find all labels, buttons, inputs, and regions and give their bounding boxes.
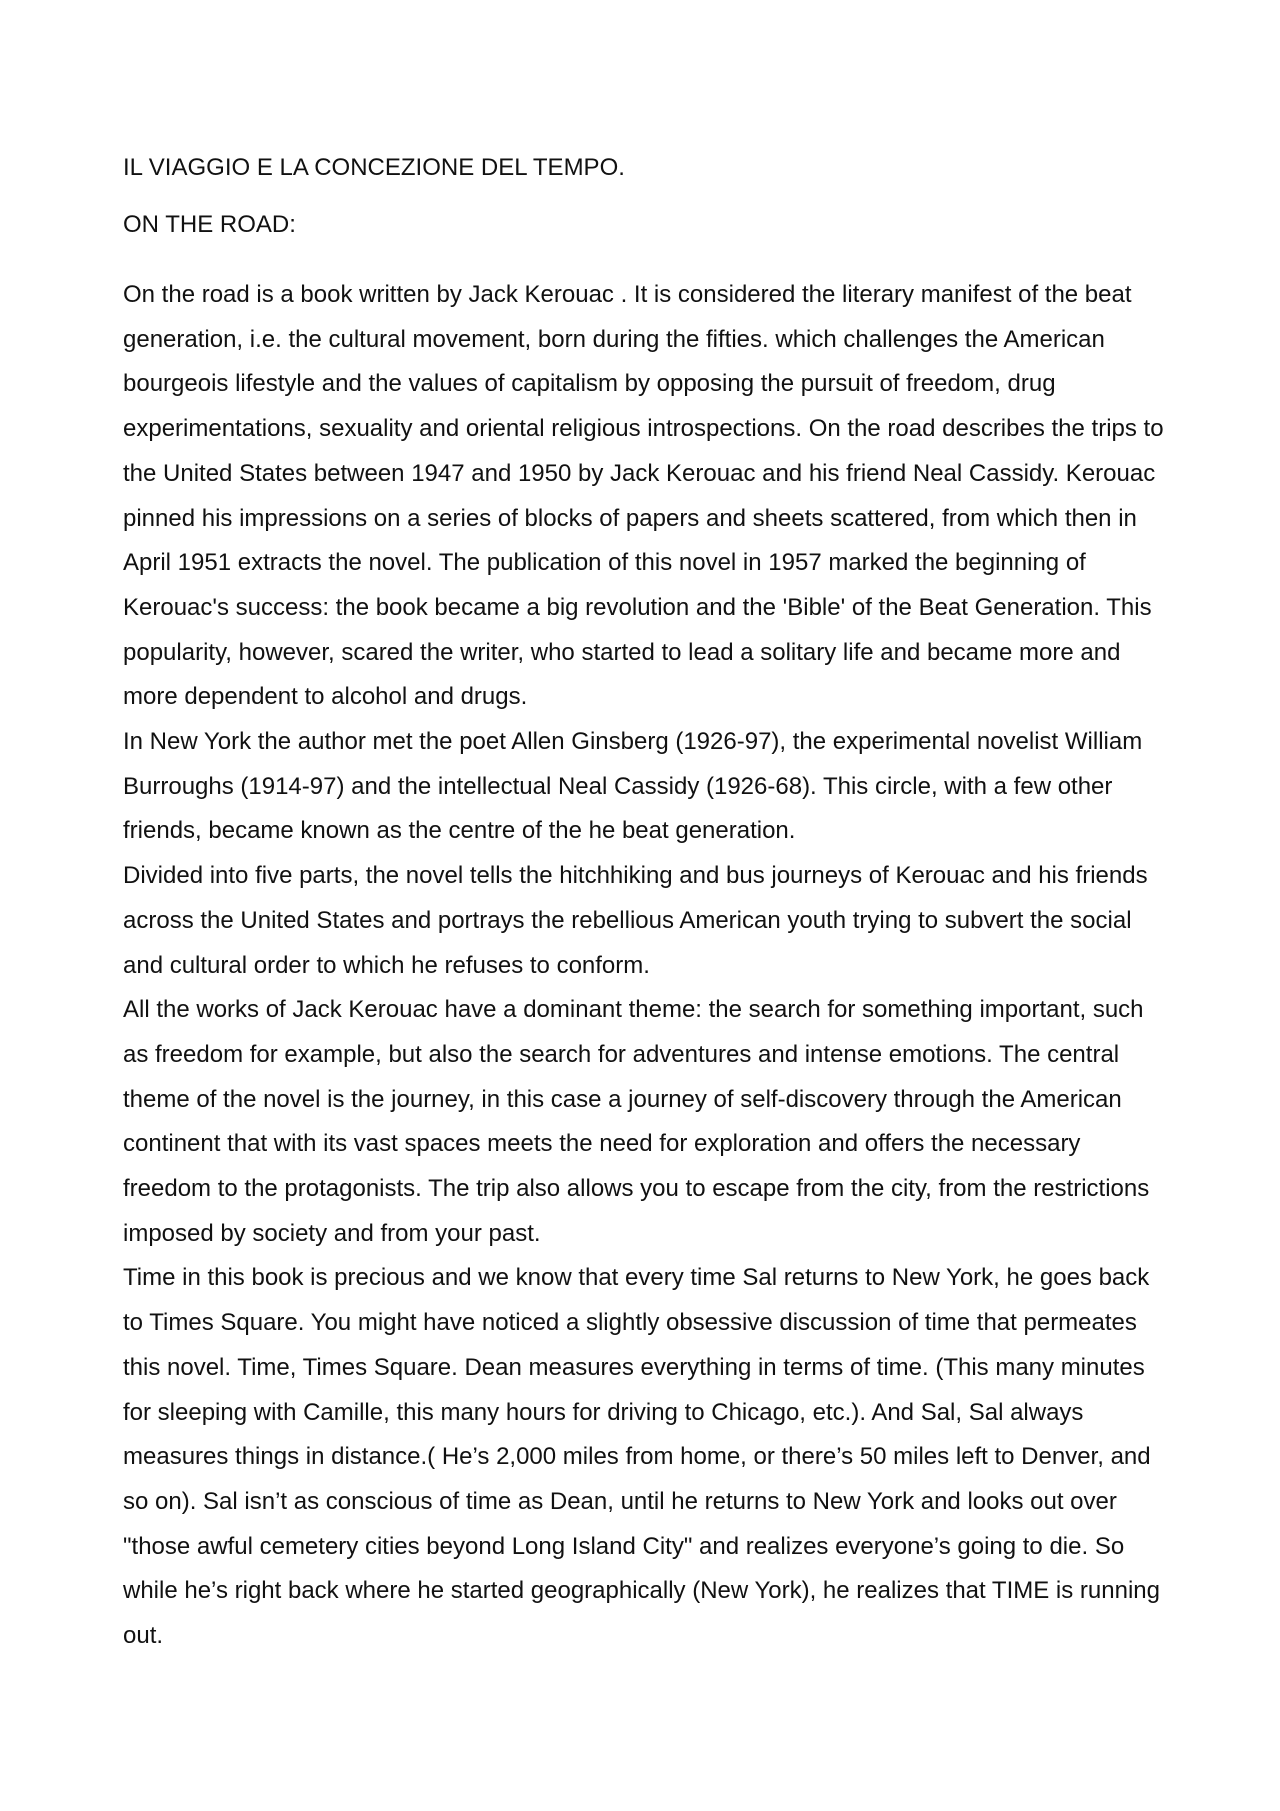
document-body — [123, 273, 1173, 1659]
section-title: ON THE ROAD: — [123, 211, 296, 238]
paragraph-new-york-circle: In New York the author met the poet Allen Ginsberg (1926-97), the experimental novelist William Burroughs (1914-97) and the intellectual Neal Cassidy (1926-68). This circle, with a few other friends, became known as the centre of the he beat generation. — [123, 728, 1143, 845]
paragraph-five-parts: Divided into five parts, the novel tells the hitchhiking and bus journeys of Kerouac and his friends across the United States and portrays the rebellious American youth trying to subvert the social and cultural order to which he refuses to conform. — [123, 862, 1148, 979]
paragraph-time: Time in this book is precious and we know that every time Sal returns to New York, he goes back to Times Square. You might have noticed a slightly obsessive discussion of time that permeates this novel. Time, Times Square. Dean measures everything in terms of time. (This many minutes for sleeping with Camille, this many hours for driving to Chicago, etc.). And Sal, Sal always measures things in distance.( He’s 2,000 miles from home, or there’s 50 miles left to Denver, and so on). Sal isn’t as conscious of time as Dean, until he returns to New York and looks out over "those awful cemetery cities beyond Long Island City" and realizes everyone’s going to die. So while he’s right back where he started geographically (New York), he realizes that TIME is running out. — [123, 1264, 1160, 1650]
paragraph-dominant-theme: All the works of Jack Kerouac have a dominant theme: the search for something important, such as freedom for example, but also the search for adventures and intense emotions. The central theme of the novel is the journey, in this case a journey of self-discovery through the American continent that with its vast spaces meets the need for exploration and offers the necessary freedom to the protagonists. The trip also allows you to escape from the city, from the restrictions imposed by society and from your past. — [123, 996, 1150, 1247]
document-title: IL VIAGGIO E LA CONCEZIONE DEL TEMPO. — [123, 154, 625, 181]
paragraph-intro: On the road is a book written by Jack Kerouac . It is considered the literary manifest of the beat generation, i.e. the cultural movement, born during the fifties. which challenges the American bourgeois lifestyle and the values of capitalism by opposing the pursuit of freedom, drug experimentations, sexuality and oriental religious introspections. On the road describes the trips to the United States between 1947 and 1950 by Jack Kerouac and his friend Neal Cassidy. Kerouac pinned his impressions on a series of blocks of papers and sheets scattered, from which then in April 1951 extracts the novel. The publication of this novel in 1957 marked the beginning of Kerouac's success: the book became a big revolution and the 'Bible' of the Beat Generation. This popularity, however, scared the writer, who started to lead a solitary life and became more and more dependent to alcohol and drugs. — [123, 281, 1164, 711]
